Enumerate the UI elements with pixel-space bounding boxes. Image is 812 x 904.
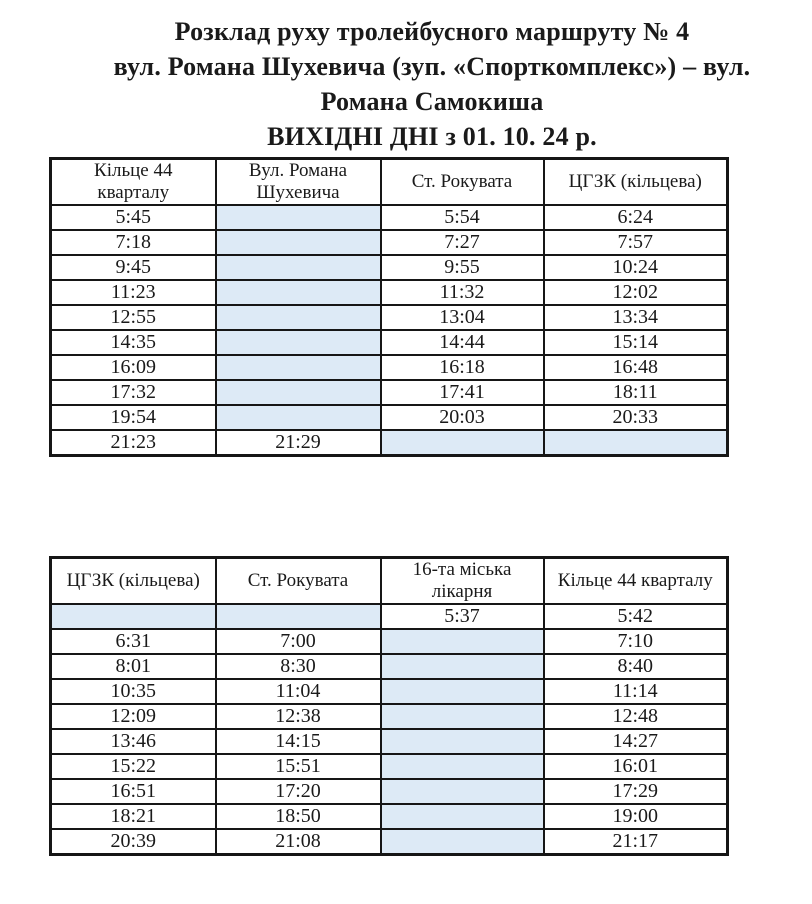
table-row — [51, 804, 728, 829]
table-row — [51, 330, 728, 355]
table-row — [51, 205, 728, 230]
time-cell: 17:32 — [51, 380, 216, 405]
time-cell: 14:44 — [381, 330, 544, 355]
time-cell: 14:15 — [216, 729, 381, 754]
time-cell: 21:29 — [216, 430, 381, 456]
time-cell: 7:27 — [381, 230, 544, 255]
table-row — [51, 230, 728, 255]
time-cell: 12:38 — [216, 704, 381, 729]
header-row — [51, 558, 728, 605]
table-row — [51, 654, 728, 679]
time-cell: 21:08 — [216, 829, 381, 855]
time-cell: 9:55 — [381, 255, 544, 280]
empty-shaded-cell — [381, 430, 544, 456]
time-cell: 16:51 — [51, 779, 216, 804]
time-cell: 5:37 — [381, 604, 544, 629]
empty-shaded-cell — [216, 604, 381, 629]
time-cell: 9:45 — [51, 255, 216, 280]
table-row — [51, 255, 728, 280]
column-header: Ст. Рокувата — [381, 159, 544, 206]
time-cell: 20:39 — [51, 829, 216, 855]
table-row — [51, 355, 728, 380]
time-cell: 11:23 — [51, 280, 216, 305]
time-cell: 15:22 — [51, 754, 216, 779]
time-cell: 5:42 — [544, 604, 728, 629]
empty-shaded-cell — [381, 654, 544, 679]
time-cell: 12:55 — [51, 305, 216, 330]
column-header: Кільце 44 кварталу — [544, 558, 728, 605]
time-cell: 5:54 — [381, 205, 544, 230]
column-header: 16-та міська лікарня — [381, 558, 544, 605]
schedule-table-return — [49, 556, 729, 856]
time-cell: 16:09 — [51, 355, 216, 380]
time-cell: 5:45 — [51, 205, 216, 230]
empty-shaded-cell — [216, 280, 381, 305]
column-header: Кільце 44 кварталу — [51, 159, 216, 206]
time-cell: 15:14 — [544, 330, 728, 355]
table-row — [51, 729, 728, 754]
time-cell: 16:18 — [381, 355, 544, 380]
time-cell: 7:00 — [216, 629, 381, 654]
time-cell: 20:03 — [381, 405, 544, 430]
empty-shaded-cell — [216, 305, 381, 330]
time-cell: 18:21 — [51, 804, 216, 829]
empty-shaded-cell — [216, 330, 381, 355]
table-row — [51, 305, 728, 330]
column-header: Вул. Романа Шухевича — [216, 159, 381, 206]
empty-shaded-cell — [544, 430, 728, 456]
empty-shaded-cell — [216, 405, 381, 430]
empty-shaded-cell — [381, 779, 544, 804]
time-cell: 12:02 — [544, 280, 728, 305]
empty-shaded-cell — [381, 729, 544, 754]
time-cell: 20:33 — [544, 405, 728, 430]
time-cell: 11:04 — [216, 679, 381, 704]
table-row — [51, 679, 728, 704]
time-cell: 17:29 — [544, 779, 728, 804]
time-cell: 12:48 — [544, 704, 728, 729]
empty-shaded-cell — [381, 704, 544, 729]
title-line-weekend-date: ВИХІДНІ ДНІ з 01. 10. 24 р. — [267, 122, 597, 151]
table-row — [51, 280, 728, 305]
time-cell: 13:04 — [381, 305, 544, 330]
empty-shaded-cell — [381, 629, 544, 654]
time-cell: 21:17 — [544, 829, 728, 855]
time-cell: 11:14 — [544, 679, 728, 704]
time-cell: 18:11 — [544, 380, 728, 405]
time-cell: 10:24 — [544, 255, 728, 280]
time-cell: 17:41 — [381, 380, 544, 405]
empty-shaded-cell — [216, 230, 381, 255]
table-row — [51, 754, 728, 779]
empty-shaded-cell — [216, 380, 381, 405]
empty-shaded-cell — [216, 205, 381, 230]
empty-shaded-cell — [381, 754, 544, 779]
title-line-route: Розклад руху тролейбусного маршруту № 4 — [174, 17, 690, 46]
time-cell: 16:01 — [544, 754, 728, 779]
time-cell: 21:23 — [51, 430, 216, 456]
title-line-street-2: Романа Самокиша — [320, 87, 544, 116]
column-header: ЦГЗК (кільцева) — [51, 558, 216, 605]
time-cell: 8:01 — [51, 654, 216, 679]
time-cell: 7:18 — [51, 230, 216, 255]
schedule-table-outbound — [49, 157, 729, 457]
time-cell: 13:34 — [544, 305, 728, 330]
table-row — [51, 779, 728, 804]
table-row — [51, 380, 728, 405]
time-cell: 19:00 — [544, 804, 728, 829]
time-cell: 13:46 — [51, 729, 216, 754]
empty-shaded-cell — [381, 679, 544, 704]
time-cell: 8:30 — [216, 654, 381, 679]
time-cell: 16:48 — [544, 355, 728, 380]
empty-shaded-cell — [216, 255, 381, 280]
time-cell: 8:40 — [544, 654, 728, 679]
table-row — [51, 704, 728, 729]
column-header: Ст. Рокувата — [216, 558, 381, 605]
time-cell: 11:32 — [381, 280, 544, 305]
column-header: ЦГЗК (кільцева) — [544, 159, 728, 206]
empty-shaded-cell — [381, 804, 544, 829]
table-row — [51, 604, 728, 629]
table-row — [51, 430, 728, 456]
time-cell: 19:54 — [51, 405, 216, 430]
time-cell: 14:27 — [544, 729, 728, 754]
time-cell: 17:20 — [216, 779, 381, 804]
header-row — [51, 159, 728, 206]
empty-shaded-cell — [216, 355, 381, 380]
table-row — [51, 405, 728, 430]
time-cell: 6:24 — [544, 205, 728, 230]
table-row — [51, 629, 728, 654]
empty-shaded-cell — [381, 829, 544, 855]
time-cell: 7:57 — [544, 230, 728, 255]
time-cell: 6:31 — [51, 629, 216, 654]
empty-shaded-cell — [51, 604, 216, 629]
document-title — [52, 14, 812, 154]
time-cell: 7:10 — [544, 629, 728, 654]
time-cell: 14:35 — [51, 330, 216, 355]
title-line-street-1: вул. Романа Шухевича (зуп. «Спорткомплекс») – вул. — [113, 52, 751, 81]
time-cell: 10:35 — [51, 679, 216, 704]
time-cell: 18:50 — [216, 804, 381, 829]
time-cell: 12:09 — [51, 704, 216, 729]
table-row — [51, 829, 728, 855]
time-cell: 15:51 — [216, 754, 381, 779]
